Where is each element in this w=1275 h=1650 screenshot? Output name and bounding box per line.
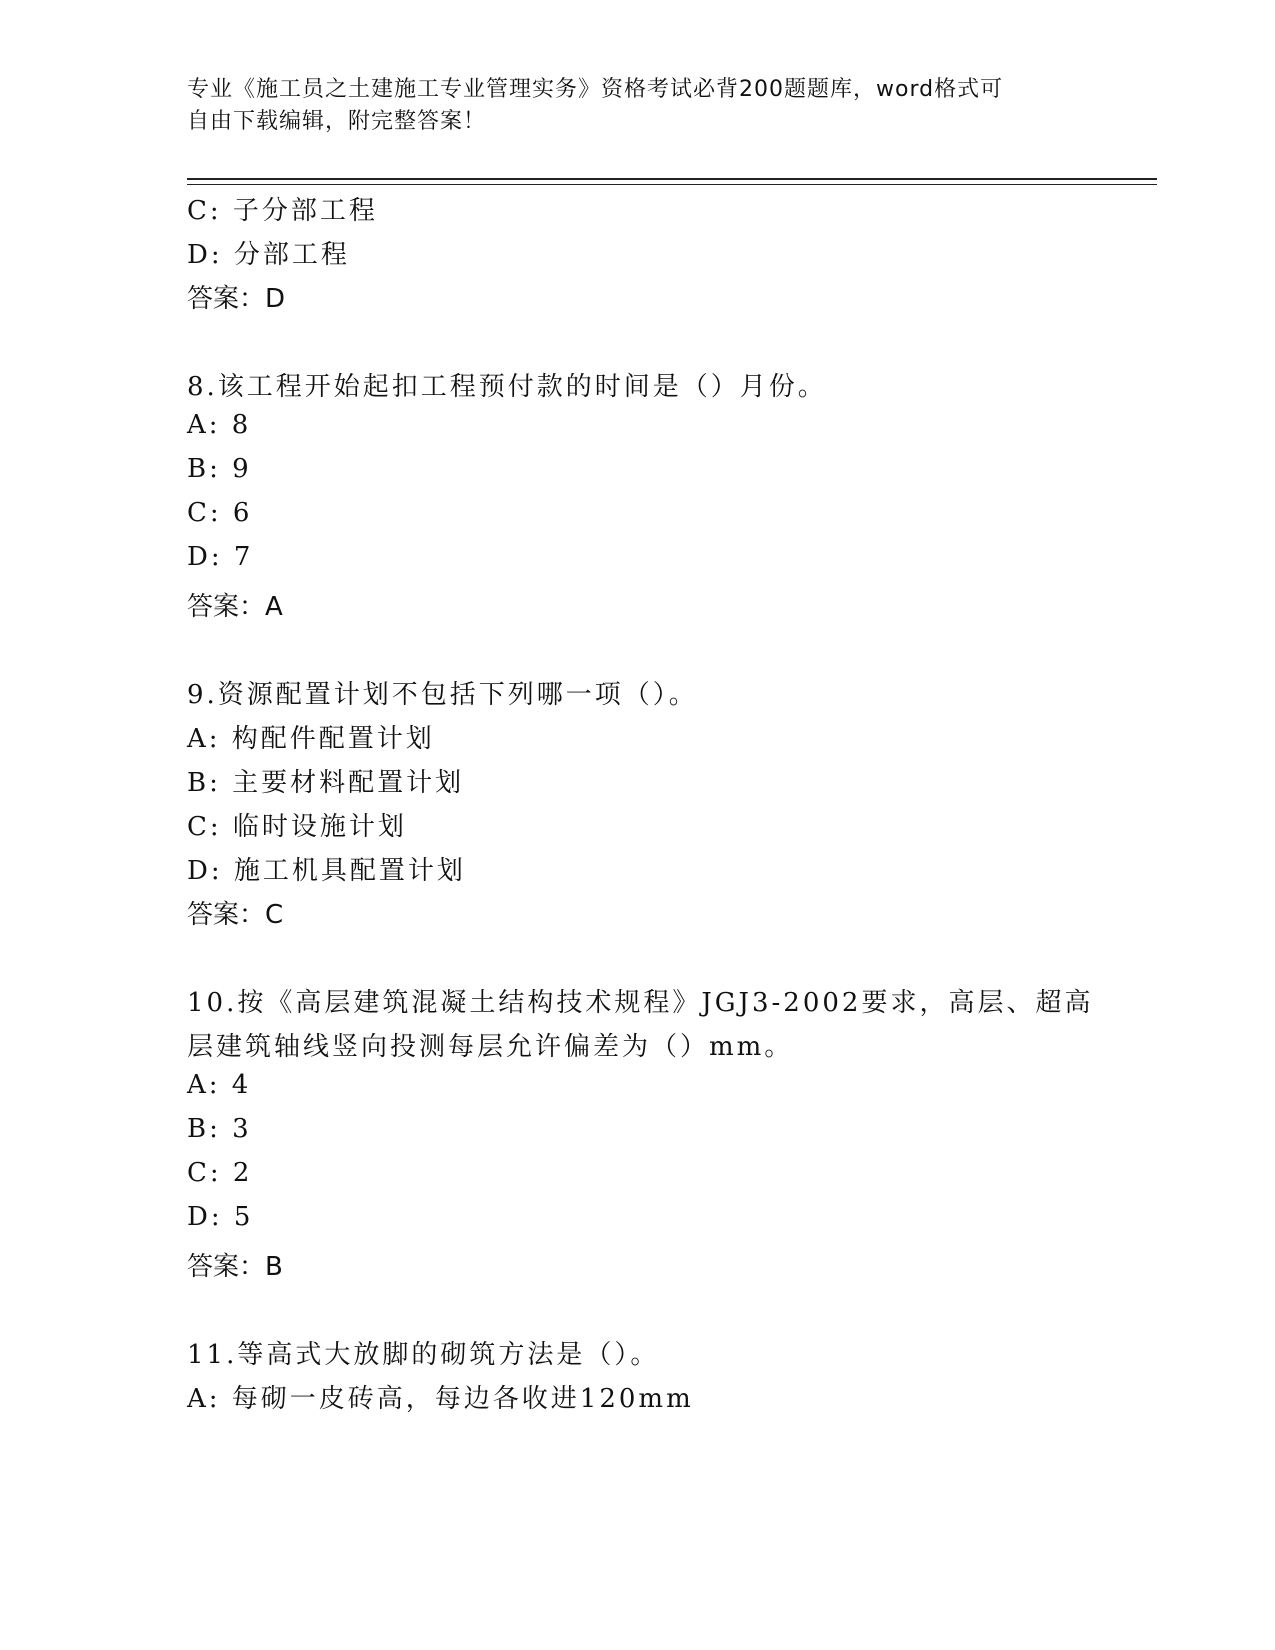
option-b: B: 3 <box>187 1114 252 1144</box>
option-a: A: 每砌一皮砖高，每边各收进120mm <box>187 1384 694 1414</box>
option-a: A: 4 <box>187 1070 252 1100</box>
option-c: C: 子分部工程 <box>187 196 378 226</box>
answer: 答案：B <box>187 1252 283 1282</box>
answer: 答案：A <box>187 592 283 622</box>
option-d: D: 7 <box>187 542 254 572</box>
option-a: A: 8 <box>187 410 252 440</box>
header-divider-thin <box>187 184 1157 185</box>
header-divider-thick <box>187 178 1157 180</box>
answer: 答案：D <box>187 284 286 314</box>
option-d: D: 施工机具配置计划 <box>187 856 466 886</box>
option-a: A: 构配件配置计划 <box>187 724 435 754</box>
answer: 答案：C <box>187 900 284 930</box>
question-stem-line-1: 10.按《高层建筑混凝土结构技术规程》JGJ3-2002要求，高层、超高 <box>187 988 1094 1018</box>
option-b: B: 主要材料配置计划 <box>187 768 465 798</box>
option-c: C: 6 <box>187 498 253 528</box>
question-stem: 9.资源配置计划不包括下列哪一项（）。 <box>187 680 698 710</box>
option-d: D: 5 <box>187 1202 254 1232</box>
header-line-2: 自由下载编辑，附完整答案！ <box>187 109 487 134</box>
question-stem-line-2: 层建筑轴线竖向投测每层允许偏差为（）mm。 <box>187 1032 794 1062</box>
question-stem: 8.该工程开始起扣工程预付款的时间是（）月份。 <box>187 372 827 402</box>
option-d: D: 分部工程 <box>187 240 350 270</box>
page-header <box>187 74 1087 138</box>
option-b: B: 9 <box>187 454 252 484</box>
question-stem: 11.等高式大放脚的砌筑方法是（）。 <box>187 1340 660 1370</box>
option-c: C: 临时设施计划 <box>187 812 407 842</box>
header-line-1: 专业《施工员之土建施工专业管理实务》资格考试必背200题题库，word格式可 <box>187 77 1004 102</box>
option-c: C: 2 <box>187 1158 253 1188</box>
